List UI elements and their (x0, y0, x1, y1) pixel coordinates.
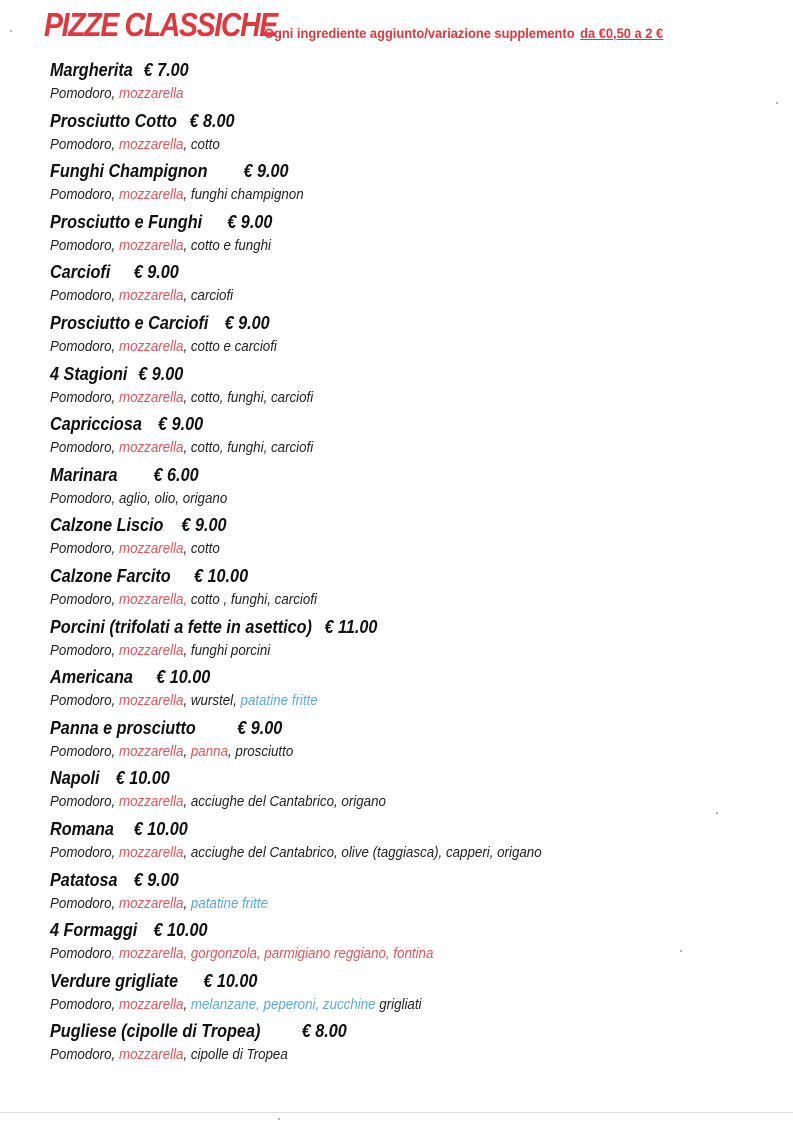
menu-item-heading (50, 1018, 347, 1044)
highlighted-ingredient: mozzarella (118, 288, 184, 305)
menu-item-heading (50, 968, 257, 994)
ingredient-text: , cipolle di Tropea (183, 1047, 288, 1064)
pizza-name: 4 Stagioni (50, 363, 128, 384)
supplement-note (264, 25, 663, 41)
highlighted-ingredient: mozzarella (118, 389, 184, 406)
ingredient-text: , cotto (183, 541, 220, 558)
ingredient-text: Pomodoro, (50, 338, 119, 355)
menu-item (50, 57, 780, 108)
menu-item-heading (50, 361, 183, 387)
menu-header (44, 6, 784, 50)
pizza-price: € 9.00 (227, 211, 273, 232)
pizza-name: Americana (50, 667, 133, 688)
highlighted-ingredient: mozzarella, (118, 591, 188, 608)
menu-item (50, 512, 780, 563)
ingredient-text: , acciughe del Cantabrico, olive (taggiasca), capperi, origano (183, 844, 542, 861)
pizza-price: € 10.00 (153, 920, 208, 941)
pizza-name: Calzone Liscio (50, 515, 164, 536)
menu-item (50, 108, 780, 159)
pizza-name: Porcini (trifolati a fette in asettico) (50, 616, 312, 637)
ingredient-text: Pomodoro, (50, 844, 119, 861)
ingredient-text: , (183, 743, 191, 760)
ingredient-text: Pomodoro, (50, 693, 119, 710)
pizza-ingredients (50, 590, 317, 610)
pizza-ingredients (50, 1045, 288, 1065)
menu-item (50, 917, 780, 968)
menu-item (50, 361, 780, 412)
ingredient-text: , cotto, funghi, carciofi (183, 440, 314, 457)
menu-item-heading (50, 563, 248, 589)
pizza-ingredients (50, 995, 422, 1015)
page-title: PIZZE CLASSICHE (44, 6, 277, 43)
highlighted-ingredient: patatine fritte (240, 693, 318, 710)
menu-item (50, 614, 780, 665)
pizza-name: Prosciutto Cotto (50, 110, 177, 131)
ingredient-text: , prosciutto (227, 743, 294, 760)
highlighted-ingredient: mozzarella (118, 642, 184, 659)
pizza-price: € 9.00 (133, 262, 179, 283)
menu-item (50, 411, 780, 462)
ingredient-text: Pomodoro, (50, 541, 119, 558)
pizza-price: € 10.00 (133, 818, 188, 839)
pizza-list (50, 57, 780, 1069)
highlighted-ingredient: mozzarella (118, 844, 184, 861)
ingredient-text: Pomodoro, aglio, olio, origano (50, 490, 228, 507)
highlighted-ingredient: mozzarella (118, 996, 184, 1013)
ingredient-text: cotto , funghi, carciofi (187, 591, 317, 608)
pizza-price: € 6.00 (153, 464, 199, 485)
scan-speck (278, 1118, 280, 1120)
pizza-price: € 10.00 (156, 667, 211, 688)
pizza-ingredients (50, 135, 220, 155)
pizza-ingredients (50, 742, 293, 762)
menu-item (50, 310, 780, 361)
pizza-ingredients (50, 944, 433, 964)
pizza-name: Marinara (50, 464, 118, 485)
menu-item (50, 765, 780, 816)
pizza-name: Margherita (50, 60, 133, 80)
pizza-ingredients (50, 539, 220, 559)
ingredient-text: Pomodoro, (50, 1047, 119, 1064)
pizza-ingredients (50, 337, 277, 357)
pizza-price: € 9.00 (181, 515, 227, 536)
ingredient-text: grigliati (375, 996, 422, 1013)
menu-item-heading (50, 715, 282, 741)
ingredient-text: Pomodoro, (50, 440, 119, 457)
pizza-price: € 8.00 (189, 110, 235, 131)
pizza-ingredients (50, 894, 268, 914)
menu-item (50, 259, 780, 310)
menu-item (50, 1018, 780, 1069)
ingredient-text: , (183, 996, 191, 1013)
highlighted-ingredient: mozzarella (118, 86, 184, 102)
menu-item-heading (50, 259, 179, 285)
scan-speck (680, 950, 682, 952)
menu-item-heading (50, 108, 235, 134)
menu-item (50, 563, 780, 614)
menu-item-heading (50, 411, 203, 437)
pizza-ingredients (50, 185, 304, 205)
highlighted-ingredient: melanzane, peperoni, zucchine (190, 996, 376, 1013)
ingredient-text: Pomodoro, (50, 237, 119, 254)
pizza-price: € 10.00 (203, 970, 258, 991)
page-edge-line (0, 1112, 793, 1113)
menu-item-heading (50, 209, 272, 235)
highlighted-ingredient: patatine fritte (190, 895, 269, 912)
menu-item-heading (50, 614, 377, 640)
highlighted-ingredient: mozzarella (118, 743, 184, 760)
menu-item-heading (50, 462, 199, 488)
pizza-ingredients (50, 843, 542, 863)
highlighted-ingredient: , mozzarella, gorgonzola, parmigiano reggiano, fontina (111, 946, 434, 963)
pizza-price: € 9.00 (237, 717, 283, 738)
menu-item (50, 816, 780, 867)
ingredient-text: Pomodoro, (50, 642, 119, 659)
highlighted-ingredient: mozzarella (118, 794, 184, 811)
menu-item (50, 209, 780, 260)
menu-item-heading (50, 158, 289, 184)
menu-item-heading (50, 917, 208, 943)
ingredient-text: , cotto, funghi, carciofi (183, 389, 314, 406)
ingredient-text: Pomodoro, (50, 187, 119, 204)
pizza-price: € 10.00 (194, 565, 249, 586)
menu-item (50, 715, 780, 766)
pizza-name: Funghi Champignon (50, 161, 208, 182)
pizza-name: Patatosa (50, 869, 118, 890)
pizza-ingredients (50, 792, 386, 812)
ingredient-text: , wurstel, (183, 693, 241, 710)
pizza-name: Pugliese (cipolle di Tropea) (50, 1021, 261, 1042)
menu-item-heading (50, 512, 226, 538)
ingredient-text: Pomodoro, (50, 895, 119, 912)
ingredient-text: , cotto e carciofi (183, 338, 277, 355)
pizza-price: € 8.00 (301, 1021, 347, 1042)
pizza-ingredients (50, 84, 183, 104)
pizza-price: € 9.00 (224, 312, 270, 333)
menu-item-heading (50, 867, 179, 893)
menu-item-heading (50, 664, 210, 690)
highlighted-ingredient: mozzarella (118, 541, 184, 558)
pizza-price: € 9.00 (133, 869, 179, 890)
pizza-name: Capricciosa (50, 414, 142, 435)
ingredient-text: Pomodoro, (50, 136, 119, 153)
ingredient-text: Pomodoro, (50, 794, 119, 811)
ingredient-text: , (183, 895, 191, 912)
ingredient-text: Pomodoro, (50, 996, 119, 1013)
ingredient-text: Pomodoro, (50, 288, 119, 305)
menu-item (50, 867, 780, 918)
supplement-note-text: Ogni ingrediente aggiunto/variazione supplemento (264, 25, 575, 41)
ingredient-text: Pomodoro, (50, 389, 119, 406)
menu-item-heading (50, 57, 189, 83)
scan-speck (716, 812, 718, 814)
ingredient-text: , funghi champignon (183, 187, 304, 204)
pizza-price: € 10.00 (115, 768, 170, 789)
ingredient-text: , cotto e funghi (183, 237, 271, 254)
supplement-price-range: da €0,50 a 2 € (580, 25, 664, 41)
scan-speck (10, 30, 12, 32)
pizza-ingredients (50, 388, 313, 408)
ingredient-text: , acciughe del Cantabrico, origano (183, 794, 386, 811)
highlighted-ingredient: panna (190, 743, 228, 760)
highlighted-ingredient: mozzarella (118, 237, 184, 254)
highlighted-ingredient: mozzarella (118, 440, 184, 457)
pizza-name: Prosciutto e Carciofi (50, 312, 209, 333)
pizza-name: Napoli (50, 768, 100, 789)
menu-item (50, 158, 780, 209)
pizza-price: € 11.00 (324, 616, 378, 637)
highlighted-ingredient: mozzarella (118, 693, 184, 710)
scan-speck (776, 102, 778, 104)
pizza-price: € 7.00 (143, 60, 189, 80)
pizza-name: Carciofi (50, 262, 111, 283)
pizza-ingredients (50, 438, 313, 458)
pizza-ingredients (50, 286, 233, 306)
pizza-ingredients (50, 691, 318, 711)
ingredient-text: Pomodoro, (50, 591, 119, 608)
pizza-price: € 9.00 (138, 363, 184, 384)
pizza-price: € 9.00 (158, 414, 204, 435)
pizza-name: Verdure grigliate (50, 970, 179, 991)
ingredient-text: Pomodoro (50, 946, 112, 963)
ingredient-text: Pomodoro, (50, 743, 119, 760)
highlighted-ingredient: mozzarella (118, 895, 184, 912)
ingredient-text: Pomodoro, (50, 86, 119, 102)
highlighted-ingredient: mozzarella (118, 187, 184, 204)
pizza-name: Romana (50, 818, 114, 839)
menu-item-heading (50, 310, 270, 336)
pizza-name: Panna e prosciutto (50, 717, 196, 738)
menu-item (50, 462, 780, 513)
pizza-name: Prosciutto e Funghi (50, 211, 203, 232)
menu-item-heading (50, 816, 188, 842)
pizza-ingredients (50, 236, 271, 256)
highlighted-ingredient: mozzarella (118, 1047, 184, 1064)
menu-item (50, 664, 780, 715)
pizza-name: 4 Formaggi (50, 920, 138, 941)
pizza-name: Calzone Farcito (50, 565, 171, 586)
menu-item-heading (50, 765, 170, 791)
pizza-price: € 9.00 (243, 161, 289, 182)
pizza-ingredients (50, 489, 227, 509)
menu-item (50, 968, 780, 1019)
pizza-ingredients (50, 641, 270, 661)
highlighted-ingredient: mozzarella (118, 136, 184, 153)
ingredient-text: , carciofi (183, 288, 234, 305)
highlighted-ingredient: mozzarella (118, 338, 184, 355)
ingredient-text: , cotto (183, 136, 220, 153)
ingredient-text: , funghi porcini (183, 642, 271, 659)
